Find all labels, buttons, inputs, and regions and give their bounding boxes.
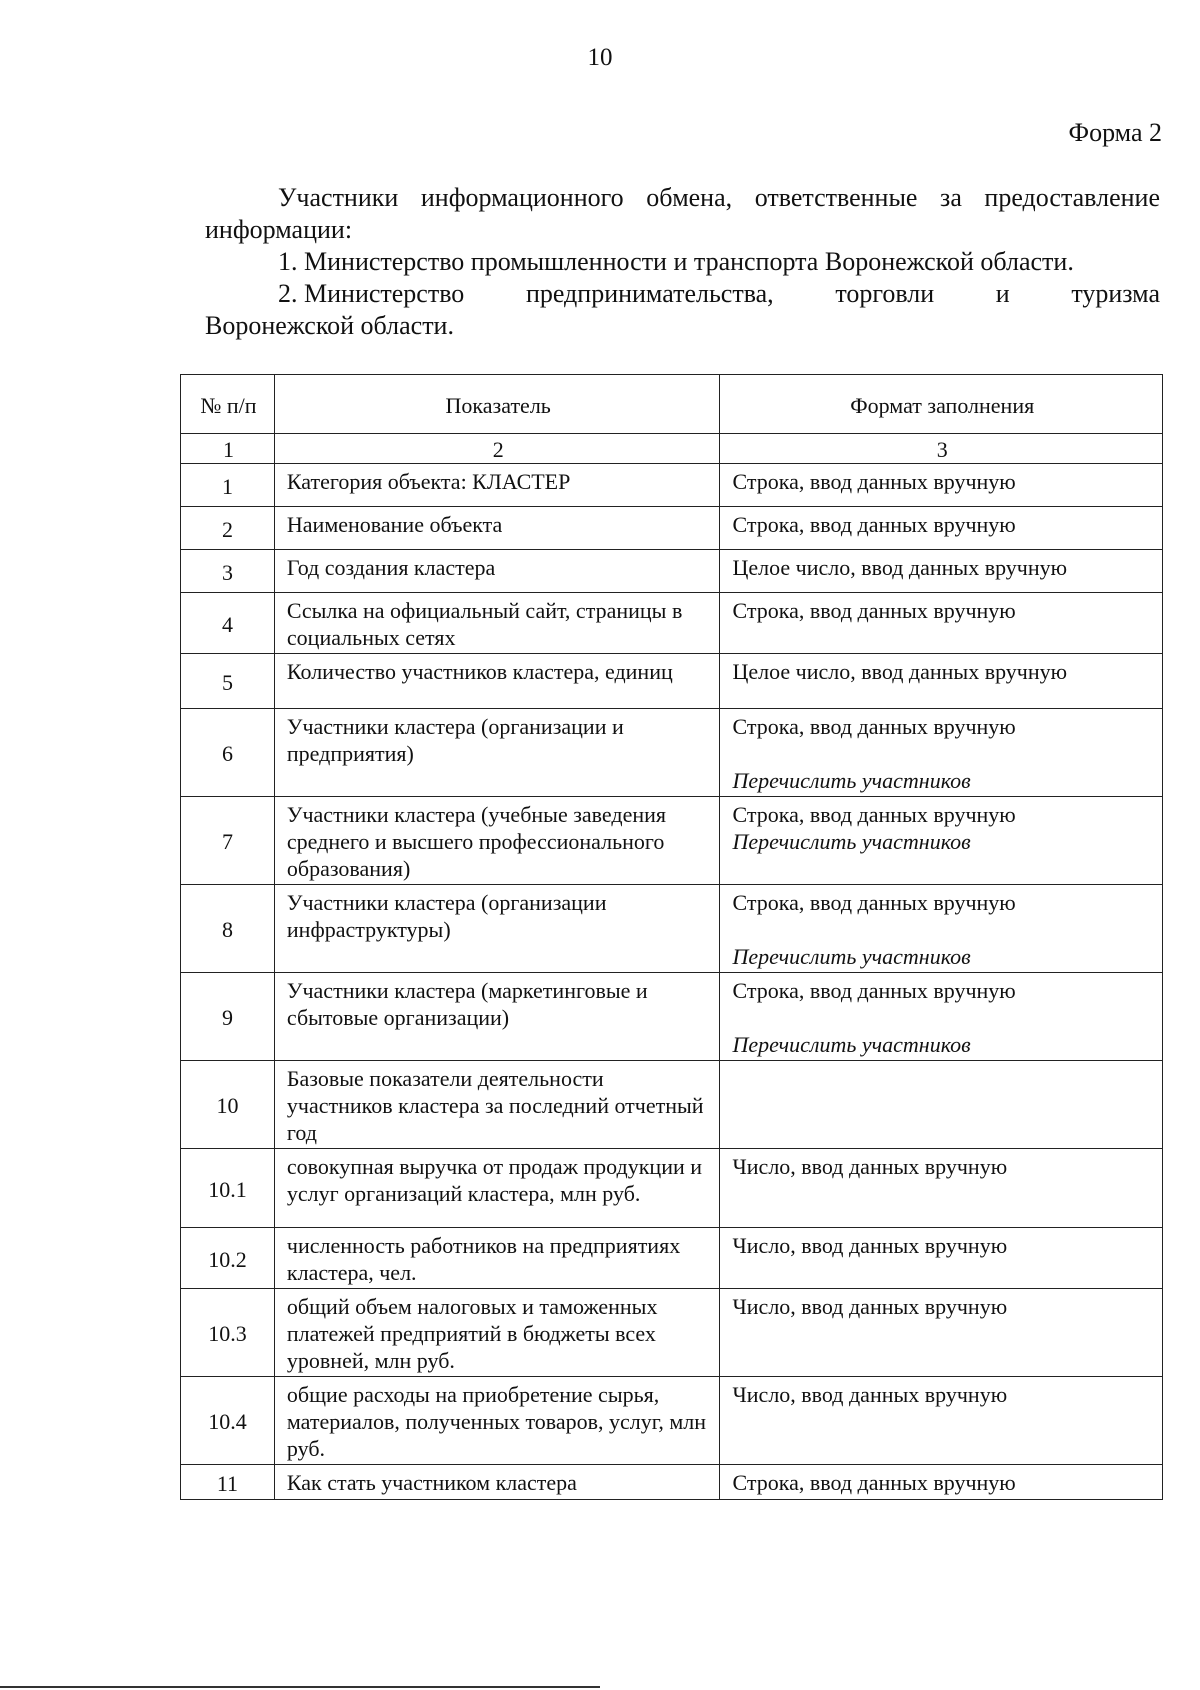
intro-item-1: 1. Министерство промышленности и транспорта Воронежской области. xyxy=(278,247,1074,276)
row-format xyxy=(720,1377,1163,1465)
row-indicator: Базовые показатели деятельности участников кластера за последний отчетный год xyxy=(274,1061,720,1149)
intro-item-2-word: туризма xyxy=(1071,279,1160,308)
row-format xyxy=(720,973,1163,1061)
index-cell: 3 xyxy=(720,434,1163,464)
index-cell: 2 xyxy=(274,434,720,464)
index-cell: 1 xyxy=(181,434,275,464)
row-format-text: Число, ввод данных вручную xyxy=(732,1233,1008,1258)
row-indicator: Категория объекта: КЛАСТЕР xyxy=(274,464,720,507)
row-format-text: Строка, ввод данных вручную xyxy=(732,512,1016,537)
row-number: 10.3 xyxy=(181,1289,275,1377)
intro-item-2-word: и xyxy=(995,279,1010,308)
row-format-text: Строка, ввод данных вручную xyxy=(732,714,1016,739)
row-number: 10.2 xyxy=(181,1228,275,1289)
row-indicator: Участники кластера (учебные заведения среднего и высшего профессионального образования) xyxy=(274,797,720,885)
table-row xyxy=(181,1377,1163,1465)
row-format xyxy=(720,1061,1163,1149)
table-index-row xyxy=(181,434,1163,464)
row-indicator: Год создания кластера xyxy=(274,550,720,593)
intro-item-2 xyxy=(205,278,1160,310)
row-number: 11 xyxy=(181,1465,275,1500)
table-body xyxy=(181,464,1163,1500)
table-header-row xyxy=(181,375,1163,434)
row-number: 10.1 xyxy=(181,1149,275,1228)
row-format-note: Перечислить участников xyxy=(732,829,971,854)
row-indicator: общие расходы на приобретение сырья, материалов, полученных товаров, услуг, млн руб. xyxy=(274,1377,720,1465)
row-format xyxy=(720,1465,1163,1500)
table-row xyxy=(181,593,1163,654)
row-number: 9 xyxy=(181,973,275,1061)
row-format xyxy=(720,507,1163,550)
row-number: 2 xyxy=(181,507,275,550)
row-format-text: Целое число, ввод данных вручную xyxy=(732,555,1068,580)
header-indicator: Показатель xyxy=(274,375,720,434)
row-format-note: Перечислить участников xyxy=(732,768,971,793)
row-format-text: Число, ввод данных вручную xyxy=(732,1294,1008,1319)
row-indicator: Участники кластера (организации инфраструктуры) xyxy=(274,885,720,973)
row-indicator: Как стать участником кластера xyxy=(274,1465,720,1500)
row-indicator: Количество участников кластера, единиц xyxy=(274,654,720,709)
table-row xyxy=(181,1061,1163,1149)
row-format xyxy=(720,464,1163,507)
table-row xyxy=(181,797,1163,885)
table-row xyxy=(181,709,1163,797)
row-indicator: Участники кластера (маркетинговые и сбытовые организации) xyxy=(274,973,720,1061)
row-number: 7 xyxy=(181,797,275,885)
intro-item-2-word: торговли xyxy=(835,279,935,308)
row-format-text: Строка, ввод данных вручную xyxy=(732,802,1016,827)
row-format xyxy=(720,709,1163,797)
table-row xyxy=(181,885,1163,973)
intro-item-2-word: предпринимательства, xyxy=(525,279,774,308)
row-format-text: Целое число, ввод данных вручную xyxy=(732,659,1068,684)
intro-item-2-word: 2. Министерство xyxy=(278,279,465,308)
row-indicator: общий объем налоговых и таможенных платежей предприятий в бюджеты всех уровней, млн руб. xyxy=(274,1289,720,1377)
header-num: № п/п xyxy=(181,375,275,434)
row-indicator: численность работников на предприятиях кластера, чел. xyxy=(274,1228,720,1289)
row-number: 10 xyxy=(181,1061,275,1149)
form-table xyxy=(180,374,1163,1500)
row-format-text: Строка, ввод данных вручную xyxy=(732,598,1016,623)
intro-item-2-tail: Воронежской области. xyxy=(205,311,454,340)
row-format-text: Строка, ввод данных вручную xyxy=(732,890,1016,915)
row-number: 10.4 xyxy=(181,1377,275,1465)
table-row xyxy=(181,1228,1163,1289)
row-format xyxy=(720,885,1163,973)
table-row xyxy=(181,507,1163,550)
header-format: Формат заполнения xyxy=(720,375,1163,434)
row-format-text: Строка, ввод данных вручную xyxy=(732,469,1016,494)
row-format-text: Число, ввод данных вручную xyxy=(732,1382,1008,1407)
row-format-note: Перечислить участников xyxy=(732,1032,971,1057)
row-format-text: Строка, ввод данных вручную xyxy=(732,1470,1016,1495)
row-format xyxy=(720,654,1163,709)
row-format xyxy=(720,797,1163,885)
table-row xyxy=(181,1149,1163,1228)
row-format-text: Строка, ввод данных вручную xyxy=(732,978,1016,1003)
intro-section xyxy=(205,182,1160,342)
row-number: 4 xyxy=(181,593,275,654)
row-format xyxy=(720,1149,1163,1228)
row-indicator: Участники кластера (организации и предприятия) xyxy=(274,709,720,797)
row-format-text: Число, ввод данных вручную xyxy=(732,1154,1008,1179)
form-label: Форма 2 xyxy=(1068,118,1162,147)
table-row xyxy=(181,464,1163,507)
row-indicator: Наименование объекта xyxy=(274,507,720,550)
page-number: 10 xyxy=(587,44,613,71)
table-row xyxy=(181,1289,1163,1377)
intro-heading: Участники информационного обмена, ответственные за предоставление информации: xyxy=(205,183,1160,244)
row-format-note: Перечислить участников xyxy=(732,944,971,969)
table-row xyxy=(181,973,1163,1061)
row-number: 5 xyxy=(181,654,275,709)
row-indicator: Ссылка на официальный сайт, страницы в социальных сетях xyxy=(274,593,720,654)
row-format xyxy=(720,550,1163,593)
table-row xyxy=(181,654,1163,709)
row-format xyxy=(720,593,1163,654)
row-indicator: совокупная выручка от продаж продукции и услуг организаций кластера, млн руб. xyxy=(274,1149,720,1228)
row-number: 6 xyxy=(181,709,275,797)
bottom-rule xyxy=(0,1686,600,1688)
row-number: 8 xyxy=(181,885,275,973)
row-number: 1 xyxy=(181,464,275,507)
table-row xyxy=(181,550,1163,593)
table-row xyxy=(181,1465,1163,1500)
row-number: 3 xyxy=(181,550,275,593)
row-format xyxy=(720,1289,1163,1377)
row-format xyxy=(720,1228,1163,1289)
